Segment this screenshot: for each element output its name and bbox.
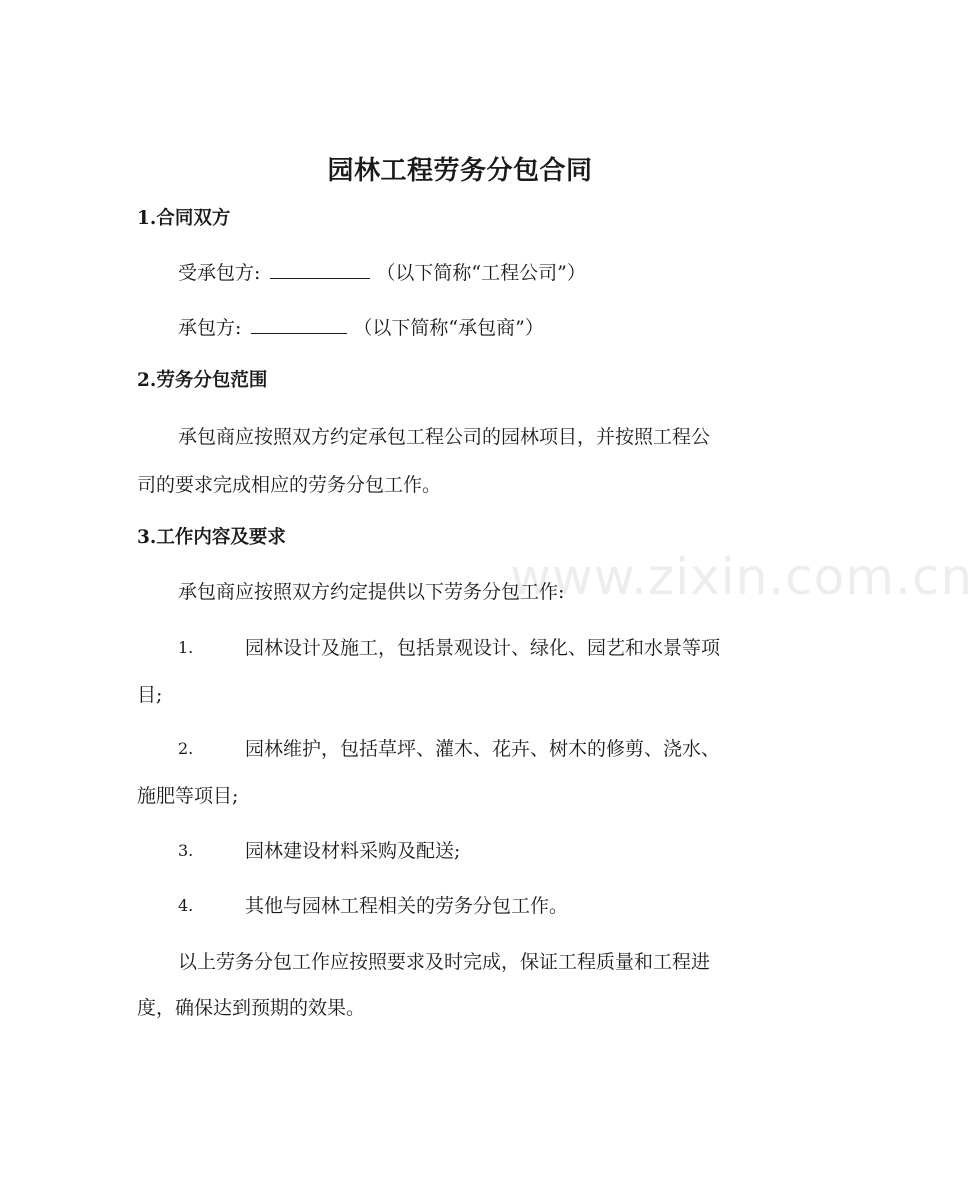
- party-b-suffix: （以下简称“承包商”）: [353, 317, 544, 339]
- section-heading-scope: 2.劳务分包范围: [137, 370, 268, 391]
- party-a-label: 受承包方:: [178, 262, 261, 284]
- list-item-number: 3.: [178, 841, 194, 860]
- party-a-blank[interactable]: [270, 260, 370, 279]
- watermark: www.zixin.com.cn: [510, 548, 973, 606]
- closing-paragraph-line-1: 以上劳务分包工作应按照要求及时完成，保证工程质量和工程进: [178, 951, 711, 973]
- list-item-number: 2.: [178, 739, 194, 758]
- list-item-text: 园林建设材料采购及配送;: [245, 840, 461, 862]
- party-b-line: [178, 302, 828, 354]
- party-a-suffix: （以下简称“工程公司”）: [376, 262, 586, 284]
- list-item-number: 4.: [178, 896, 194, 915]
- list-item-continuation: 目;: [137, 684, 163, 706]
- list-item-text: 其他与园林工程相关的劳务分包工作。: [245, 895, 569, 917]
- document-title: 园林工程劳务分包合同: [327, 156, 593, 186]
- closing-paragraph-line-2: 度，确保达到预期的效果。: [137, 997, 366, 1019]
- work-intro: 承包商应按照双方约定提供以下劳务分包工作:: [178, 581, 565, 603]
- section-heading-work: 3.工作内容及要求: [137, 527, 286, 548]
- party-a-line: [178, 247, 828, 299]
- list-item-continuation: 施肥等项目;: [137, 785, 239, 807]
- list-item-text: 园林维护，包括草坪、灌木、花卉、树木的修剪、浇水、: [245, 738, 721, 760]
- party-b-blank[interactable]: [251, 315, 347, 334]
- scope-paragraph-line-1: 承包商应按照双方约定承包工程公司的园林项目，并按照工程公: [178, 426, 711, 448]
- list-item-text: 园林设计及施工，包括景观设计、绿化、园艺和水景等项: [245, 637, 721, 659]
- section-heading-parties: 1.合同双方: [137, 208, 231, 229]
- party-b-label: 承包方:: [178, 317, 242, 339]
- scope-paragraph-line-2: 司的要求完成相应的劳务分包工作。: [137, 474, 442, 496]
- list-item-number: 1.: [178, 638, 194, 657]
